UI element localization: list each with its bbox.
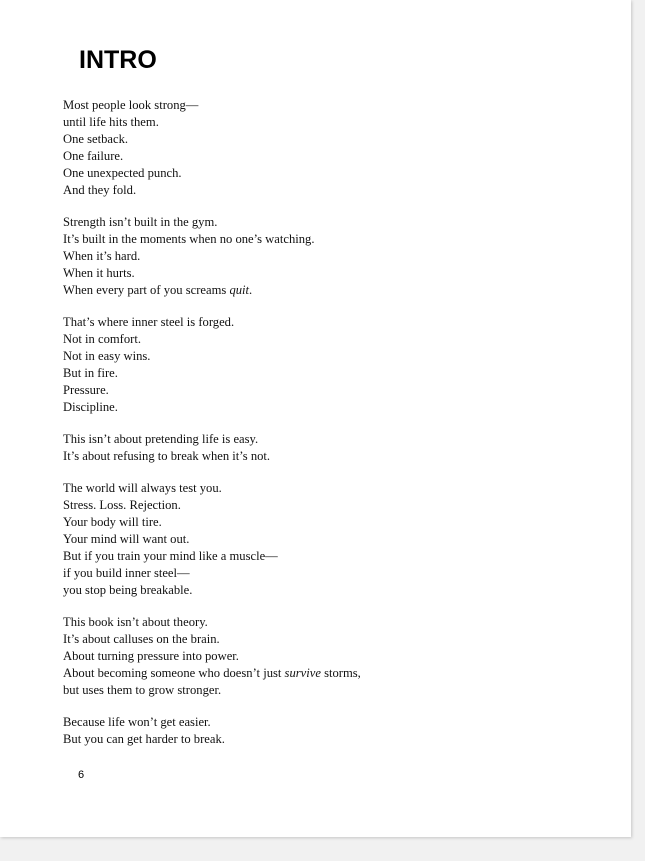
text-line: It’s built in the moments when no one’s watching. bbox=[63, 232, 315, 246]
page-number: 6 bbox=[78, 769, 85, 781]
text-line: It’s about refusing to break when it’s not. bbox=[63, 449, 271, 463]
text-line: This isn’t about pretending life is easy. bbox=[63, 432, 259, 446]
line-text: When every part of you screams bbox=[63, 283, 230, 297]
body-text bbox=[63, 97, 603, 763]
text-line: Strength isn’t built in the gym. bbox=[63, 215, 218, 229]
text-line: Your mind will want out. bbox=[63, 532, 190, 546]
text-line: Most people look strong— bbox=[63, 98, 199, 112]
text-line: About turning pressure into power. bbox=[63, 649, 239, 663]
text-line: And they fold. bbox=[63, 183, 137, 197]
stanza bbox=[63, 480, 603, 599]
text-line: Pressure. bbox=[63, 383, 109, 397]
text-line: Discipline. bbox=[63, 400, 118, 414]
text-line: Because life won’t get easier. bbox=[63, 715, 211, 729]
text-line: That’s where inner steel is forged. bbox=[63, 315, 235, 329]
text-line: The world will always test you. bbox=[63, 481, 222, 495]
stanza bbox=[63, 431, 603, 465]
emphasis-text: survive bbox=[284, 666, 321, 680]
text-line: Not in easy wins. bbox=[63, 349, 151, 363]
stanza bbox=[63, 314, 603, 416]
text-line bbox=[63, 282, 603, 299]
text-line: When it’s hard. bbox=[63, 249, 141, 263]
stanza bbox=[63, 614, 603, 699]
text-line: But you can get harder to break. bbox=[63, 732, 225, 746]
text-line: if you build inner steel— bbox=[63, 566, 190, 580]
text-line: but uses them to grow stronger. bbox=[63, 683, 222, 697]
page-title: INTRO bbox=[79, 46, 157, 74]
text-line: Stress. Loss. Rejection. bbox=[63, 498, 181, 512]
stanza bbox=[63, 214, 603, 299]
stanza bbox=[63, 714, 603, 748]
stanza bbox=[63, 97, 603, 199]
line-text: About becoming someone who doesn’t just bbox=[63, 666, 285, 680]
text-line: This book isn’t about theory. bbox=[63, 615, 208, 629]
text-line bbox=[63, 665, 603, 682]
text-line: When it hurts. bbox=[63, 266, 135, 280]
line-text: storms, bbox=[320, 666, 361, 680]
text-line: One unexpected punch. bbox=[63, 166, 182, 180]
text-line: But in fire. bbox=[63, 366, 118, 380]
text-line: It’s about calluses on the brain. bbox=[63, 632, 220, 646]
text-line: But if you train your mind like a muscle— bbox=[63, 549, 278, 563]
text-line: One failure. bbox=[63, 149, 124, 163]
emphasis-text: quit bbox=[229, 283, 250, 297]
text-line: One setback. bbox=[63, 132, 129, 146]
text-line: Your body will tire. bbox=[63, 515, 162, 529]
text-line: you stop being breakable. bbox=[63, 583, 193, 597]
text-line: Not in comfort. bbox=[63, 332, 141, 346]
text-line: until life hits them. bbox=[63, 115, 159, 129]
line-text: . bbox=[249, 283, 253, 297]
